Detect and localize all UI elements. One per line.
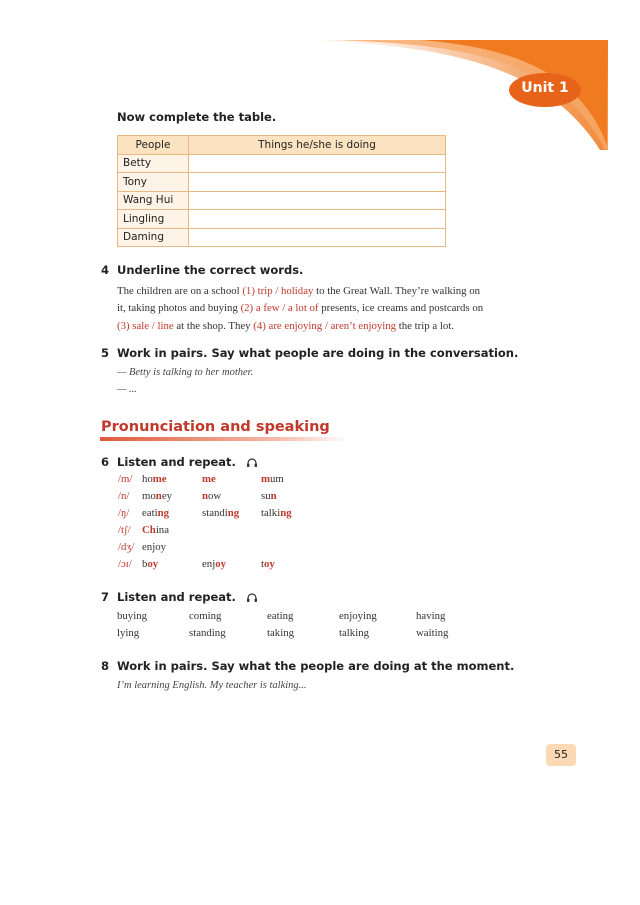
ex4-choice-4[interactable]: (4) are enjoying / aren’t enjoying (253, 319, 397, 332)
example-word (202, 558, 226, 570)
phonetic-symbol: /dʒ/ (118, 541, 135, 553)
word-part: um (270, 473, 284, 485)
word-part: t (261, 558, 264, 570)
ex4-text: The children are on a school (117, 285, 243, 297)
word-highlight: Ch (142, 524, 156, 536)
table-row (118, 154, 446, 173)
table-row (118, 173, 446, 192)
example-word (261, 507, 292, 519)
ex5-number: 5 (101, 346, 110, 360)
word-part: eati (142, 507, 158, 519)
table-row (118, 191, 446, 210)
phonetic-symbol: /m/ (118, 473, 133, 485)
person-name: Lingling (118, 210, 189, 229)
person-name: Wang Hui (118, 191, 189, 210)
ex6-number: 6 (101, 455, 110, 469)
word-part: ho (142, 473, 153, 485)
headphones-icon[interactable] (246, 457, 258, 468)
word-part: mo (142, 490, 156, 502)
ex4-text: at the shop. They (173, 319, 254, 332)
answer-cell[interactable] (189, 173, 446, 192)
example-word (202, 507, 239, 519)
example-word (261, 558, 275, 570)
word-highlight: me (202, 473, 216, 485)
ex4-heading (101, 263, 303, 277)
word-highlight: n (202, 490, 209, 502)
ex4-text: to the Great Wall. They’re walking on (313, 285, 481, 297)
ex7-word: having (416, 610, 446, 622)
header-people: People (118, 136, 189, 155)
example-word (142, 507, 169, 519)
table-row (118, 210, 446, 229)
phonetic-symbol: /ɔɪ/ (118, 558, 132, 570)
example-word (202, 473, 216, 485)
table-row (118, 228, 446, 247)
word-highlight: n (270, 490, 277, 502)
example-word (142, 473, 167, 485)
phonetic-symbol: /ŋ/ (118, 507, 130, 519)
example-word (142, 490, 172, 502)
ex5-line: — Betty is talking to her mother. (117, 367, 254, 378)
table-instruction: Now complete the table. (117, 110, 277, 124)
ex4-paragraph (117, 283, 547, 335)
example-word (142, 541, 166, 553)
ex7-word: taking (267, 627, 294, 639)
ex8-heading (101, 659, 514, 673)
ex4-choice-2[interactable]: (2) a few / a lot of (240, 302, 319, 315)
phonetic-symbol: /tʃ/ (118, 524, 131, 536)
table-header-row (118, 136, 446, 155)
ex7-word: eating (267, 610, 294, 622)
ex4-text: presents, ice creams and postcards on (318, 302, 484, 315)
word-part: enj (202, 558, 216, 570)
ex7-title: Listen and repeat. (117, 590, 236, 604)
person-name: Tony (118, 173, 189, 192)
headphones-icon[interactable] (246, 592, 258, 603)
ex7-heading (101, 590, 258, 604)
ex8-title: Work in pairs. Say what the people are doing at the moment. (117, 659, 515, 673)
example-word (202, 490, 221, 502)
section-title: Pronunciation and speaking (101, 419, 330, 435)
example-word (142, 558, 158, 570)
word-part: b (142, 558, 148, 570)
word-highlight: oy (147, 558, 159, 570)
ex6-heading (101, 455, 258, 469)
ex6-title: Listen and repeat. (117, 455, 236, 469)
word-part: ina (155, 524, 170, 536)
word-part: ow (208, 490, 222, 502)
ex8-number: 8 (101, 659, 110, 673)
example-word (142, 524, 169, 536)
ex7-word: coming (189, 610, 222, 622)
word-highlight: ng (280, 507, 292, 519)
ex4-line-2 (117, 300, 547, 317)
ex7-number: 7 (101, 590, 110, 604)
answer-cell[interactable] (189, 210, 446, 229)
word-part: enjoy (142, 541, 166, 553)
word-highlight: ng (227, 507, 240, 519)
ex8-example: I’m learning English. My teacher is talking... (117, 680, 307, 691)
page-number: 55 (546, 744, 576, 766)
ex7-word: talking (339, 627, 369, 639)
example-word (261, 490, 277, 502)
word-highlight: ng (157, 507, 169, 519)
ex4-choice-1[interactable]: (1) trip / holiday (242, 285, 314, 297)
people-table (117, 135, 446, 247)
header-things: Things he/she is doing (189, 136, 446, 155)
word-highlight: n (155, 490, 162, 502)
word-highlight: oy (264, 558, 275, 570)
section-underline (100, 437, 350, 441)
word-highlight: m (261, 473, 270, 485)
person-name: Daming (118, 228, 189, 247)
word-highlight: me (152, 473, 167, 485)
ex4-text: it, taking photos and buying (117, 302, 241, 315)
ex7-word: buying (117, 610, 147, 622)
phonetic-symbol: /n/ (118, 490, 130, 502)
ex7-word: lying (117, 627, 140, 639)
ex7-word: waiting (416, 627, 449, 639)
answer-cell[interactable] (189, 191, 446, 210)
ex7-word: standing (189, 627, 226, 639)
ex4-line-3 (117, 318, 547, 335)
ex4-choice-3[interactable]: (3) sale / line (117, 319, 174, 332)
answer-cell[interactable] (189, 154, 446, 173)
word-highlight: oy (215, 558, 226, 570)
person-name: Betty (118, 154, 189, 173)
ex7-word: enjoying (339, 610, 377, 622)
word-part: ey (161, 490, 173, 502)
word-part: talki (261, 507, 281, 519)
answer-cell[interactable] (189, 228, 446, 247)
unit-label: Unit 1 (521, 80, 569, 96)
ex5-title: Work in pairs. Say what people are doing in the conversation. (117, 346, 519, 360)
ex4-number: 4 (101, 263, 110, 277)
ex4-text: the trip a lot. (396, 319, 454, 332)
ex4-title: Underline the correct words. (117, 263, 304, 277)
word-part: su (261, 490, 271, 502)
ex5-line: — ... (117, 384, 137, 395)
ex5-heading (101, 346, 518, 360)
example-word (261, 473, 284, 485)
word-part: standi (202, 507, 228, 519)
ex4-line-1 (117, 283, 547, 300)
